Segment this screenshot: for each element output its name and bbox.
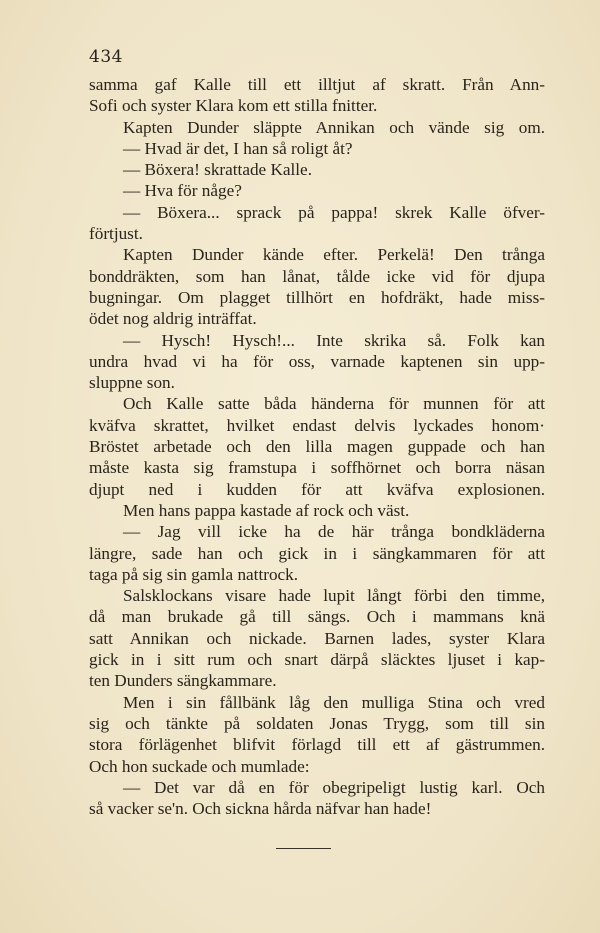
text-line: Salsklockans visare hade lupit långt förbi den timme, — [123, 586, 545, 606]
text-line: då man brukade gå till sängs. Och i mammans knä — [89, 607, 545, 627]
text-line: sluppne son. — [89, 373, 175, 393]
text-line: längre, sade han och gick in i sängkammaren för att — [89, 543, 545, 563]
text-line: ödet nog aldrig inträffat. — [89, 309, 257, 329]
text-line: stora förlägenhet blifvit förlagd till ett af gästrummen. — [89, 735, 545, 755]
text-line: bugningar. Om plagget tillhört en hofdräkt, hade miss- — [89, 287, 545, 307]
text-line: — Hva för någe? — [123, 181, 242, 201]
text-line: gick in i sitt rum och snart därpå släcktes ljuset i kap- — [89, 650, 545, 670]
text-line: Sofi och syster Klara kom ett stilla fnitter. — [89, 96, 378, 116]
text-line: sig och tänkte på soldaten Jonas Trygg, som till sin — [89, 713, 545, 733]
text-line: ten Dunders sängkammare. — [89, 671, 277, 691]
text-line: taga på sig sin gamla nattrock. — [89, 564, 299, 584]
text-line: Och Kalle satte båda händerna för munnen för att — [123, 394, 545, 414]
text-line: — Hvad är det, I han så roligt åt? — [123, 138, 353, 158]
text-line: bonddräkten, som han lånat, tålde icke vid för djupa — [89, 266, 545, 286]
text-line: Bröstet arbetade och den lilla magen guppade och han — [89, 437, 545, 457]
text-line: Och hon suckade och mumlade: — [89, 756, 310, 776]
text-line: kväfva skrattet, hvilket endast delvis lyckades honom· — [89, 415, 545, 435]
text-line: Men i sin fållbänk låg den mulliga Stina och vred — [123, 692, 545, 712]
text-line: — Böxera! skrattade Kalle. — [123, 160, 312, 180]
page-number: 434 — [89, 47, 123, 67]
text-line: samma gaf Kalle till ett illtjut af skratt. Från Ann- — [89, 75, 545, 94]
text-line: förtjust. — [89, 224, 143, 244]
text-line: — Böxera... sprack på pappa! skrek Kalle öfver- — [123, 202, 545, 222]
text-line: måste kasta sig framstupa i soffhörnet och borra näsan — [89, 458, 545, 478]
text-line: — Jag vill icke ha de här trånga bondkläderna — [123, 522, 545, 542]
text-line: undra hvad vi ha för oss, varnade kaptenen sin upp- — [89, 351, 545, 371]
text-line: satt Annikan och nickade. Barnen lades, syster Klara — [89, 628, 545, 648]
text-line: Kapten Dunder släppte Annikan och vände sig om. — [123, 117, 545, 137]
text-line: — Det var då en för obegripeligt lustig karl. Och — [123, 777, 545, 797]
text-line: — Hysch! Hysch!... Inte skrika så. Folk kan — [123, 330, 545, 350]
text-line: så vacker se'n. Och sickna hårda näfvar han hade! — [89, 799, 432, 819]
text-line: Kapten Dunder kände efter. Perkelä! Den trånga — [123, 245, 545, 265]
body-text — [89, 74, 545, 819]
section-divider — [276, 848, 331, 849]
text-line: Men hans pappa kastade af rock och väst. — [123, 500, 410, 520]
text-line: djupt ned i kudden för att kväfva explosionen. — [89, 479, 545, 499]
